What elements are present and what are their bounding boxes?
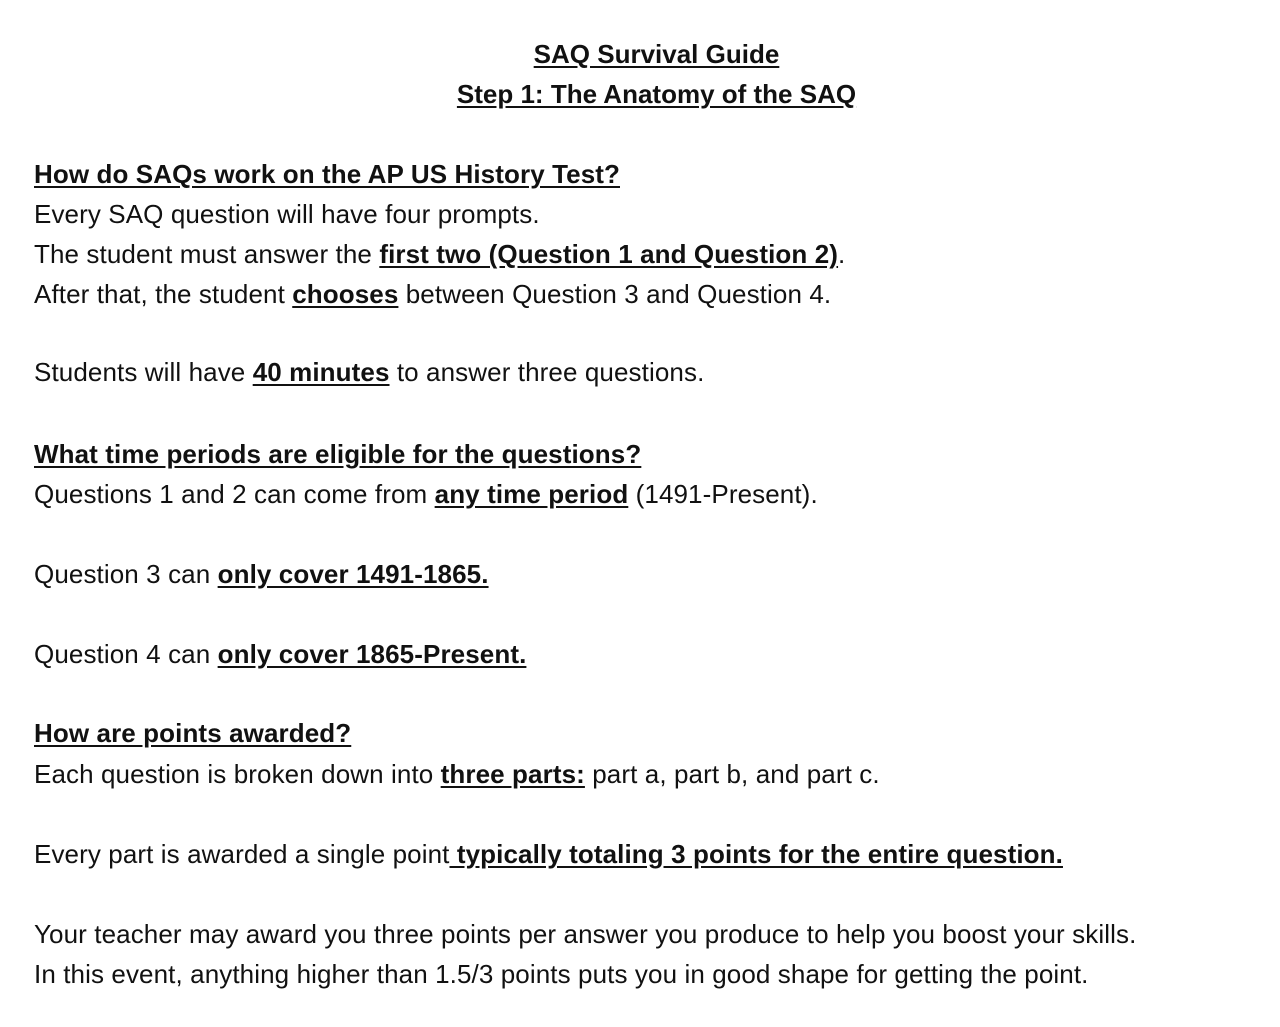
text: Students will have [34,357,253,387]
text: Question 3 can [34,559,218,589]
text: Each question is broken down into [34,759,441,789]
paragraph-line [34,958,1088,990]
paragraph-line [34,558,489,590]
text: Every part is awarded a single point [34,839,450,869]
document-subtitle: Step 1: The Anatomy of the SAQ [456,79,857,109]
paragraph-line [34,918,1136,950]
emphasis-text: any time period [434,479,629,509]
emphasis-text: first two (Question 1 and Question 2) [379,239,839,269]
text: to answer three questions. [389,357,705,387]
paragraph-line [34,638,526,670]
paragraph-line [34,838,1063,870]
text: In this event, anything higher than 1.5/3 points puts you in good shape for getting the point. [34,959,1089,989]
emphasis-text: 40 minutes [252,357,390,387]
text: Your teacher may award you three points per answer you produce to help you boost your skills. [34,919,1137,949]
document-title: SAQ Survival Guide [533,39,780,69]
paragraph-line [34,278,831,310]
text: (1491-Present). [628,479,818,509]
emphasis-text: chooses [292,279,399,309]
text: Question 4 can [34,639,218,669]
emphasis-text: three parts: [440,759,585,789]
section-heading-points: How are points awarded? [34,718,352,748]
text: between Question 3 and Question 4. [398,279,832,309]
text: Every SAQ question will have four prompts. [34,199,540,229]
emphasis-text: typically totaling 3 points for the entire question. [449,839,1063,869]
section-heading-time-periods: What time periods are eligible for the questions? [34,439,642,469]
emphasis-text: only cover 1491-1865. [217,559,489,589]
paragraph-line [34,356,704,388]
paragraph-line [34,478,818,510]
text: . [838,239,846,269]
paragraph-line [34,758,880,790]
text: part a, part b, and part c. [584,759,880,789]
section-heading-how-saqs-work: How do SAQs work on the AP US History Test? [34,159,620,189]
text: After that, the student [34,279,293,309]
text: Questions 1 and 2 can come from [34,479,435,509]
text: The student must answer the [34,239,380,269]
emphasis-text: only cover 1865-Present. [217,639,527,669]
paragraph-line [34,198,540,230]
paragraph-line [34,238,845,270]
